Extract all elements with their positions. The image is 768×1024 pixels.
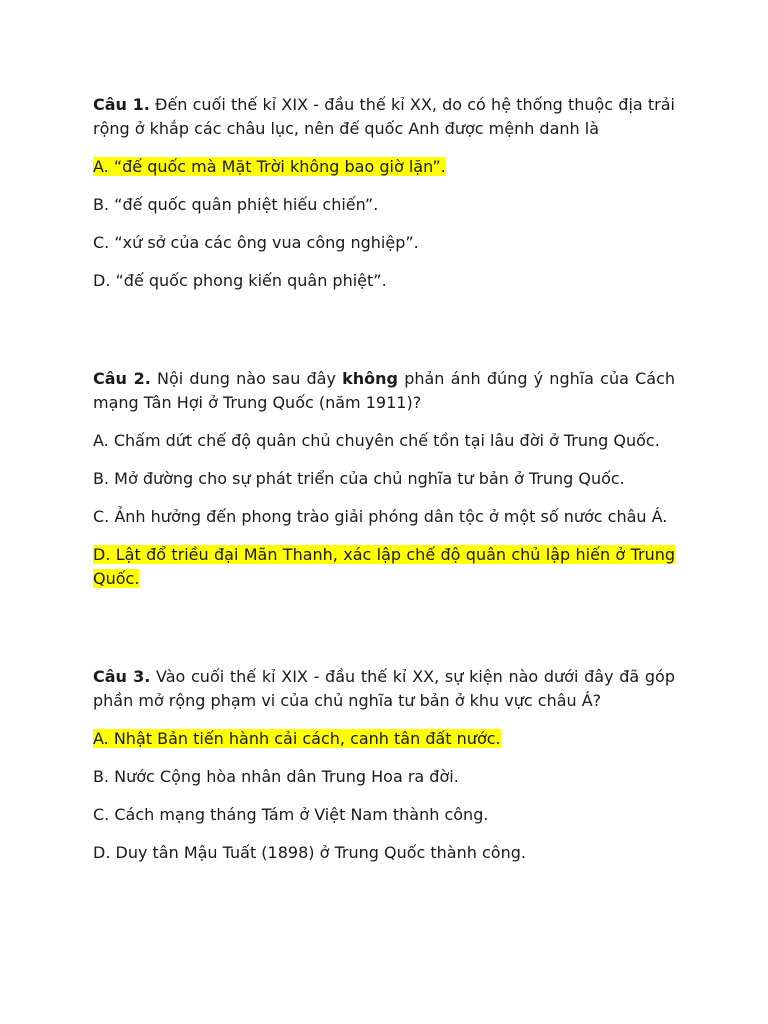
question-3: [93, 665, 675, 865]
question-stem: [93, 93, 675, 141]
question-stem: [93, 367, 675, 415]
answer-option-a: A. Chấm dứt chế độ quân chủ chuyên chế tồn tại lâu đời ở Trung Quốc.: [93, 431, 660, 450]
highlighted-answer: A. “đế quốc mà Mặt Trời không bao giờ lặn”.: [93, 157, 446, 176]
question-label: Câu 1.: [93, 95, 150, 114]
answer-option-d: D. Duy tân Mậu Tuất (1898) ở Trung Quốc thành công.: [93, 843, 526, 862]
highlighted-answer: A. Nhật Bản tiến hành cải cách, canh tân đất nước.: [93, 729, 501, 748]
question-emphasis: không: [342, 369, 399, 388]
question-1: [93, 93, 675, 293]
answer-option-a: [93, 727, 675, 751]
question-label: Câu 2.: [93, 369, 151, 388]
question-text: Nội dung nào sau đây: [150, 369, 343, 388]
question-2: [93, 367, 675, 591]
question-label: Câu 3.: [93, 667, 151, 686]
question-text: Đến cuối thế kỉ XIX - đầu thế kỉ XX, do có hệ thống thuộc địa trải rộng ở khắp các châu lục, nên đế quốc Anh được mệnh danh là: [93, 95, 676, 138]
answer-option-d: [93, 543, 675, 591]
question-stem: [93, 665, 675, 713]
highlighted-answer: D. Lật đổ triều đại Mãn Thanh, xác lập chế độ quân chủ lập hiến ở Trung Quốc.: [93, 545, 675, 588]
answer-option-b: B. “đế quốc quân phiệt hiếu chiến”.: [93, 195, 379, 214]
answer-option-c: C. Cách mạng tháng Tám ở Việt Nam thành công.: [93, 805, 489, 824]
question-text-continued: phản ánh đúng ý nghĩa của Cách mạng Tân Hợi ở Trung Quốc (năm 1911)?: [93, 369, 676, 412]
answer-option-c: C. Ảnh hưởng đến phong trào giải phóng dân tộc ở một số nước châu Á.: [93, 507, 668, 526]
document-page: [93, 93, 675, 939]
answer-option-b: B. Nước Cộng hòa nhân dân Trung Hoa ra đời.: [93, 767, 459, 786]
answer-option-d: D. “đế quốc phong kiến quân phiệt”.: [93, 271, 387, 290]
answer-option-c: C. “xứ sở của các ông vua công nghiệp”.: [93, 233, 419, 252]
answer-option-a: [93, 155, 675, 179]
answer-option-b: B. Mở đường cho sự phát triển của chủ nghĩa tư bản ở Trung Quốc.: [93, 469, 625, 488]
question-text: Vào cuối thế kỉ XIX - đầu thế kỉ XX, sự kiện nào dưới đây đã góp phần mở rộng phạm vi của chủ nghĩa tư bản ở khu vực châu Á?: [93, 667, 675, 710]
